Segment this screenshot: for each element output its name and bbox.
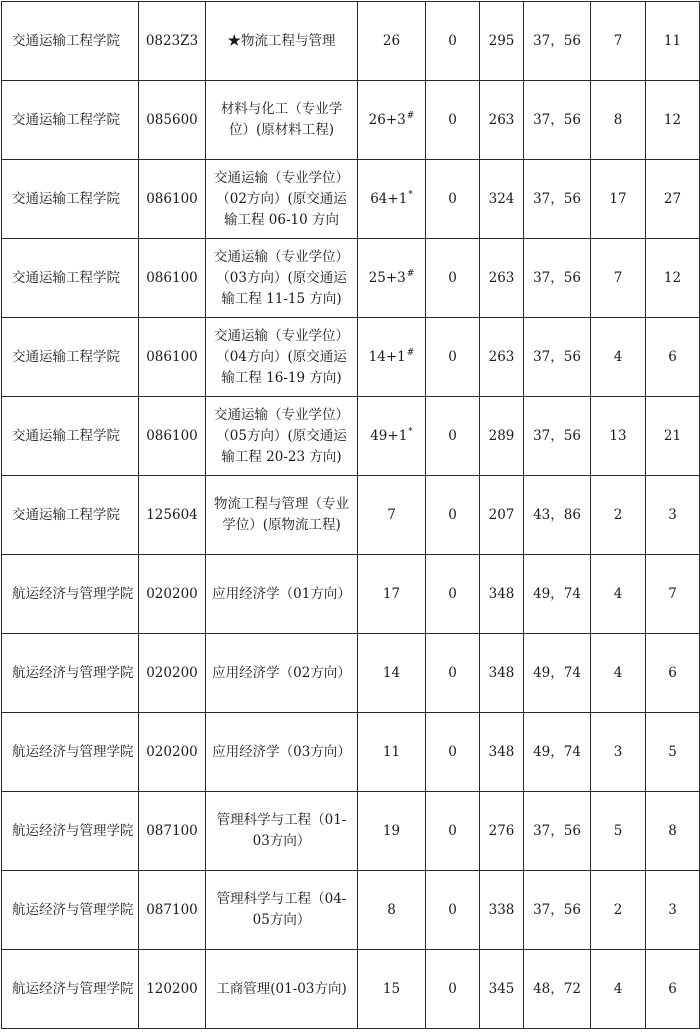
college-text: 航运经济与管理学院 bbox=[12, 664, 134, 681]
table-row bbox=[2, 81, 700, 160]
retest-count-text: 3 bbox=[613, 743, 623, 760]
major-name-cell bbox=[206, 81, 358, 160]
total-retest-text: 6 bbox=[668, 348, 677, 365]
retest-count-cell bbox=[591, 871, 646, 950]
college-text: 航运经济与管理学院 bbox=[12, 901, 134, 918]
total-score-line-cell bbox=[480, 871, 524, 950]
total-score-line-text: 345 bbox=[488, 980, 515, 997]
retest-count-text: 4 bbox=[613, 980, 623, 997]
exempt-count-cell bbox=[426, 792, 480, 871]
exempt-count-cell bbox=[426, 634, 480, 713]
exempt-count-text: 0 bbox=[448, 664, 457, 681]
single-subject-line-text: 43，86 bbox=[533, 506, 581, 523]
single-subject-line-text: 37，56 bbox=[533, 427, 581, 444]
plan-mark: # bbox=[406, 111, 415, 121]
exempt-count-text: 0 bbox=[448, 111, 457, 128]
exempt-count-cell bbox=[426, 81, 480, 160]
college-text: 交通运输工程学院 bbox=[12, 269, 120, 286]
single-subject-line-cell bbox=[524, 2, 591, 81]
plan-mark: * bbox=[408, 427, 413, 437]
plan-count-cell bbox=[358, 81, 426, 160]
total-score-line-text: 289 bbox=[488, 427, 515, 444]
exempt-count-text: 0 bbox=[448, 585, 457, 602]
major-name-text: 交通运输（专业学位）（04方向）(原交通运输工程 16-19 方向) bbox=[214, 327, 349, 386]
major-name-cell bbox=[206, 476, 358, 555]
total-retest-text: 27 bbox=[663, 190, 682, 207]
total-retest-cell bbox=[646, 555, 700, 634]
total-score-line-text: 263 bbox=[488, 111, 515, 128]
total-retest-cell bbox=[646, 397, 700, 476]
exempt-count-text: 0 bbox=[448, 822, 457, 839]
total-score-line-text: 324 bbox=[488, 190, 515, 207]
plan-count-text: 26 bbox=[382, 32, 401, 49]
retest-count-text: 17 bbox=[609, 190, 627, 207]
total-retest-text: 21 bbox=[663, 427, 682, 444]
plan-count-text: 14+1 bbox=[368, 348, 406, 365]
exempt-count-text: 0 bbox=[448, 980, 457, 997]
retest-count-text: 4 bbox=[613, 348, 623, 365]
major-code-text: 125604 bbox=[146, 506, 198, 523]
major-code-cell bbox=[139, 397, 206, 476]
plan-count-text: 15 bbox=[382, 980, 401, 997]
college-text: 交通运输工程学院 bbox=[12, 190, 120, 207]
exempt-count-cell bbox=[426, 871, 480, 950]
table-row bbox=[2, 318, 700, 397]
plan-count-text: 11 bbox=[382, 743, 401, 760]
total-retest-cell bbox=[646, 81, 700, 160]
total-retest-text: 11 bbox=[663, 32, 682, 49]
college-cell bbox=[2, 634, 139, 713]
single-subject-line-cell bbox=[524, 318, 591, 397]
total-score-line-text: 348 bbox=[488, 585, 515, 602]
retest-count-text: 7 bbox=[613, 269, 623, 286]
total-retest-text: 5 bbox=[668, 743, 677, 760]
retest-count-cell bbox=[591, 476, 646, 555]
table-row bbox=[2, 160, 700, 239]
major-code-cell bbox=[139, 634, 206, 713]
total-retest-cell bbox=[646, 713, 700, 792]
major-code-cell bbox=[139, 871, 206, 950]
single-subject-line-cell bbox=[524, 792, 591, 871]
major-code-cell bbox=[139, 950, 206, 1029]
table-row bbox=[2, 476, 700, 555]
retest-count-text: 7 bbox=[613, 32, 623, 49]
major-code-text: 0823Z3 bbox=[145, 32, 199, 49]
major-name-text: 管理科学与工程（04-05方向） bbox=[216, 891, 347, 928]
retest-count-text: 4 bbox=[613, 585, 623, 602]
retest-count-text: 4 bbox=[613, 664, 623, 681]
college-text: 航运经济与管理学院 bbox=[12, 585, 134, 602]
total-score-line-text: 276 bbox=[488, 822, 515, 839]
total-retest-cell bbox=[646, 160, 700, 239]
major-name-cell bbox=[206, 239, 358, 318]
exempt-count-cell bbox=[426, 950, 480, 1029]
college-cell bbox=[2, 950, 139, 1029]
total-retest-text: 7 bbox=[668, 585, 677, 602]
major-code-cell bbox=[139, 713, 206, 792]
exempt-count-text: 0 bbox=[448, 427, 457, 444]
total-retest-text: 8 bbox=[668, 822, 677, 839]
total-score-line-text: 348 bbox=[488, 664, 515, 681]
retest-count-cell bbox=[591, 555, 646, 634]
plan-count-cell bbox=[358, 397, 426, 476]
exempt-count-text: 0 bbox=[448, 190, 457, 207]
plan-mark: # bbox=[406, 348, 415, 358]
total-retest-cell bbox=[646, 634, 700, 713]
total-score-line-text: 207 bbox=[488, 506, 515, 523]
single-subject-line-text: 37，56 bbox=[533, 269, 581, 286]
plan-count-cell bbox=[358, 713, 426, 792]
single-subject-line-cell bbox=[524, 476, 591, 555]
major-name-text: 交通运输（专业学位）（03方向）(原交通运输工程 11-15 方向) bbox=[214, 248, 349, 307]
exempt-count-text: 0 bbox=[448, 32, 457, 49]
total-score-line-cell bbox=[480, 318, 524, 397]
table-row bbox=[2, 239, 700, 318]
plan-count-cell bbox=[358, 476, 426, 555]
retest-count-text: 2 bbox=[613, 901, 623, 918]
retest-count-text: 8 bbox=[613, 111, 623, 128]
retest-count-cell bbox=[591, 318, 646, 397]
major-name-cell bbox=[206, 318, 358, 397]
major-name-text: 应用经济学（01方向） bbox=[212, 585, 351, 602]
retest-count-cell bbox=[591, 160, 646, 239]
major-name-text: ★物流工程与管理 bbox=[227, 32, 336, 49]
exempt-count-text: 0 bbox=[448, 743, 457, 760]
table-row bbox=[2, 950, 700, 1029]
major-code-cell bbox=[139, 792, 206, 871]
retest-count-text: 13 bbox=[609, 427, 627, 444]
college-text: 航运经济与管理学院 bbox=[12, 743, 134, 760]
plan-count-text: 25+3 bbox=[368, 269, 406, 286]
major-code-text: 020200 bbox=[146, 743, 198, 760]
total-score-line-cell bbox=[480, 950, 524, 1029]
college-cell bbox=[2, 397, 139, 476]
exempt-count-text: 0 bbox=[448, 348, 457, 365]
major-name-cell bbox=[206, 871, 358, 950]
major-name-cell bbox=[206, 713, 358, 792]
retest-count-cell bbox=[591, 950, 646, 1029]
major-code-text: 020200 bbox=[146, 664, 198, 681]
single-subject-line-text: 37，56 bbox=[533, 822, 581, 839]
plan-count-cell bbox=[358, 792, 426, 871]
exempt-count-text: 0 bbox=[448, 901, 457, 918]
admission-table bbox=[1, 1, 700, 1029]
total-score-line-cell bbox=[480, 397, 524, 476]
major-code-text: 086100 bbox=[146, 269, 198, 286]
major-name-text: 交通运输（专业学位）（02方向）(原交通运输工程 06-10 方向 bbox=[214, 169, 349, 228]
major-name-cell bbox=[206, 634, 358, 713]
exempt-count-cell bbox=[426, 239, 480, 318]
plan-count-cell bbox=[358, 2, 426, 81]
table-row bbox=[2, 2, 700, 81]
exempt-count-text: 0 bbox=[448, 269, 457, 286]
total-score-line-text: 295 bbox=[488, 32, 515, 49]
college-text: 交通运输工程学院 bbox=[12, 427, 120, 444]
total-score-line-cell bbox=[480, 81, 524, 160]
single-subject-line-text: 37，56 bbox=[533, 901, 581, 918]
retest-count-cell bbox=[591, 239, 646, 318]
retest-count-cell bbox=[591, 792, 646, 871]
single-subject-line-text: 37，56 bbox=[533, 32, 581, 49]
total-score-line-text: 263 bbox=[488, 348, 515, 365]
major-code-text: 087100 bbox=[146, 901, 198, 918]
single-subject-line-text: 49，74 bbox=[533, 743, 581, 760]
major-name-text: 物流工程与管理（专业学位）(原物流工程) bbox=[214, 496, 349, 533]
total-retest-text: 3 bbox=[668, 901, 677, 918]
total-retest-cell bbox=[646, 318, 700, 397]
exempt-count-cell bbox=[426, 555, 480, 634]
major-code-cell bbox=[139, 81, 206, 160]
table-row bbox=[2, 792, 700, 871]
plan-count-text: 14 bbox=[382, 664, 401, 681]
total-retest-text: 6 bbox=[668, 980, 677, 997]
major-code-text: 086100 bbox=[146, 348, 198, 365]
total-retest-cell bbox=[646, 2, 700, 81]
exempt-count-text: 0 bbox=[448, 506, 457, 523]
total-score-line-text: 338 bbox=[488, 901, 515, 918]
single-subject-line-cell bbox=[524, 634, 591, 713]
major-name-text: 应用经济学（03方向） bbox=[212, 743, 351, 760]
college-cell bbox=[2, 871, 139, 950]
single-subject-line-text: 49，74 bbox=[533, 664, 581, 681]
table-row bbox=[2, 555, 700, 634]
total-score-line-cell bbox=[480, 792, 524, 871]
retest-count-cell bbox=[591, 397, 646, 476]
exempt-count-cell bbox=[426, 2, 480, 81]
major-name-cell bbox=[206, 555, 358, 634]
major-name-text: 管理科学与工程（01-03方向） bbox=[216, 812, 347, 849]
plan-count-cell bbox=[358, 634, 426, 713]
college-text: 航运经济与管理学院 bbox=[12, 822, 134, 839]
college-text: 交通运输工程学院 bbox=[12, 111, 120, 128]
retest-count-text: 5 bbox=[613, 822, 623, 839]
single-subject-line-text: 49，74 bbox=[533, 585, 581, 602]
total-retest-text: 12 bbox=[663, 269, 682, 286]
total-retest-text: 6 bbox=[668, 664, 677, 681]
college-cell bbox=[2, 318, 139, 397]
plan-count-text: 8 bbox=[387, 901, 396, 918]
single-subject-line-cell bbox=[524, 713, 591, 792]
college-text: 交通运输工程学院 bbox=[12, 348, 120, 365]
total-score-line-cell bbox=[480, 713, 524, 792]
major-code-cell bbox=[139, 239, 206, 318]
total-retest-text: 12 bbox=[663, 111, 682, 128]
retest-count-cell bbox=[591, 634, 646, 713]
major-name-cell bbox=[206, 160, 358, 239]
plan-mark: * bbox=[408, 190, 413, 200]
retest-count-cell bbox=[591, 2, 646, 81]
college-cell bbox=[2, 81, 139, 160]
college-cell bbox=[2, 2, 139, 81]
plan-count-cell bbox=[358, 555, 426, 634]
major-name-text: 交通运输（专业学位）（05方向）(原交通运输工程 20-23 方向) bbox=[214, 406, 349, 465]
total-score-line-text: 263 bbox=[488, 269, 515, 286]
major-name-text: 材料与化工（专业学位）(原材料工程) bbox=[220, 101, 343, 138]
total-retest-cell bbox=[646, 239, 700, 318]
single-subject-line-cell bbox=[524, 397, 591, 476]
plan-count-cell bbox=[358, 160, 426, 239]
plan-count-cell bbox=[358, 318, 426, 397]
major-code-cell bbox=[139, 160, 206, 239]
plan-count-text: 19 bbox=[382, 822, 401, 839]
table-row bbox=[2, 871, 700, 950]
major-name-text: 应用经济学（02方向） bbox=[212, 664, 351, 681]
exempt-count-cell bbox=[426, 318, 480, 397]
single-subject-line-cell bbox=[524, 239, 591, 318]
total-retest-cell bbox=[646, 871, 700, 950]
retest-count-cell bbox=[591, 713, 646, 792]
major-code-text: 086100 bbox=[146, 190, 198, 207]
exempt-count-cell bbox=[426, 713, 480, 792]
plan-mark: # bbox=[406, 269, 415, 279]
total-retest-cell bbox=[646, 950, 700, 1029]
single-subject-line-cell bbox=[524, 871, 591, 950]
major-code-cell bbox=[139, 555, 206, 634]
total-score-line-cell bbox=[480, 555, 524, 634]
plan-count-cell bbox=[358, 239, 426, 318]
college-text: 航运经济与管理学院 bbox=[12, 980, 134, 997]
college-text: 交通运输工程学院 bbox=[12, 32, 120, 49]
college-text: 交通运输工程学院 bbox=[12, 506, 120, 523]
single-subject-line-text: 37，56 bbox=[533, 348, 581, 365]
total-retest-cell bbox=[646, 792, 700, 871]
plan-count-text: 26+3 bbox=[368, 111, 406, 128]
major-name-cell bbox=[206, 397, 358, 476]
major-code-cell bbox=[139, 318, 206, 397]
single-subject-line-cell bbox=[524, 950, 591, 1029]
college-cell bbox=[2, 713, 139, 792]
plan-count-text: 64+1 bbox=[370, 190, 408, 207]
plan-count-text: 49+1 bbox=[370, 427, 408, 444]
single-subject-line-text: 37，56 bbox=[533, 190, 581, 207]
retest-count-cell bbox=[591, 81, 646, 160]
major-code-text: 085600 bbox=[146, 111, 198, 128]
total-retest-text: 3 bbox=[668, 506, 677, 523]
total-retest-cell bbox=[646, 476, 700, 555]
college-cell bbox=[2, 476, 139, 555]
plan-count-text: 7 bbox=[387, 506, 396, 523]
college-cell bbox=[2, 555, 139, 634]
retest-count-text: 2 bbox=[613, 506, 623, 523]
major-code-text: 086100 bbox=[146, 427, 198, 444]
major-name-cell bbox=[206, 2, 358, 81]
table-body bbox=[2, 2, 700, 1029]
major-code-cell bbox=[139, 2, 206, 81]
single-subject-line-text: 37，56 bbox=[533, 111, 581, 128]
plan-count-cell bbox=[358, 950, 426, 1029]
total-score-line-text: 348 bbox=[488, 743, 515, 760]
single-subject-line-text: 48，72 bbox=[533, 980, 581, 997]
exempt-count-cell bbox=[426, 476, 480, 555]
total-score-line-cell bbox=[480, 476, 524, 555]
single-subject-line-cell bbox=[524, 555, 591, 634]
college-cell bbox=[2, 160, 139, 239]
plan-count-text: 17 bbox=[382, 585, 401, 602]
table-row bbox=[2, 634, 700, 713]
major-code-text: 087100 bbox=[146, 822, 198, 839]
plan-count-cell bbox=[358, 871, 426, 950]
table-row bbox=[2, 397, 700, 476]
single-subject-line-cell bbox=[524, 81, 591, 160]
total-score-line-cell bbox=[480, 634, 524, 713]
major-code-cell bbox=[139, 476, 206, 555]
major-code-text: 120200 bbox=[146, 980, 198, 997]
total-score-line-cell bbox=[480, 239, 524, 318]
total-score-line-cell bbox=[480, 160, 524, 239]
single-subject-line-cell bbox=[524, 160, 591, 239]
major-name-cell bbox=[206, 792, 358, 871]
exempt-count-cell bbox=[426, 397, 480, 476]
exempt-count-cell bbox=[426, 160, 480, 239]
total-score-line-cell bbox=[480, 2, 524, 81]
major-code-text: 020200 bbox=[146, 585, 198, 602]
table-row bbox=[2, 713, 700, 792]
college-cell bbox=[2, 792, 139, 871]
college-cell bbox=[2, 239, 139, 318]
major-name-text: 工商管理(01-03方向) bbox=[216, 980, 347, 997]
major-name-cell bbox=[206, 950, 358, 1029]
